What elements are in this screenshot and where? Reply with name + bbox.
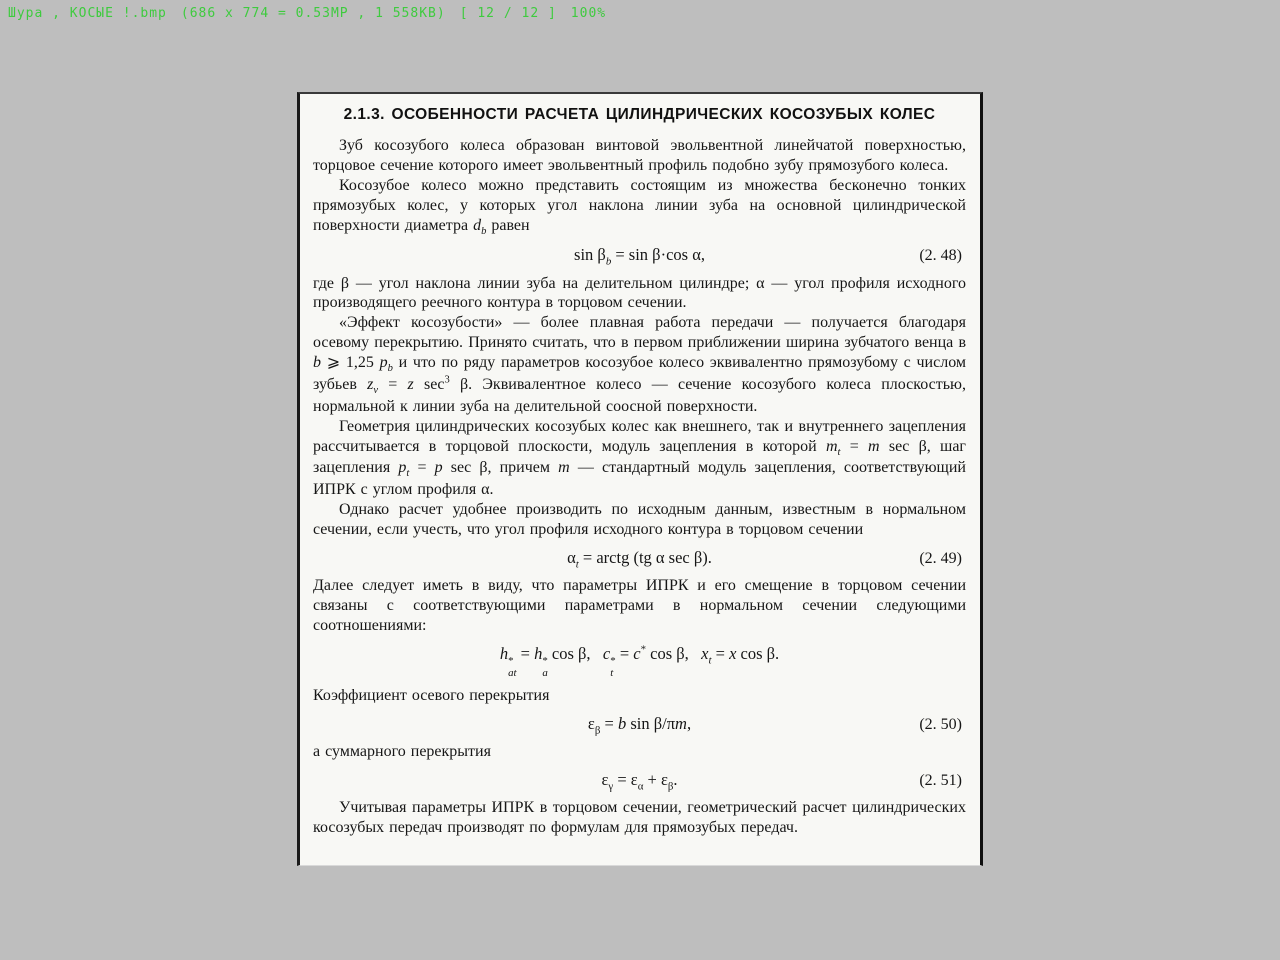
paragraph: где β — угол наклона линии зуба на делительном цилиндре; α — угол профиля исходного производящего реечного контура в торцовом сечении. [313, 274, 966, 312]
equation: $\alpha_t$ = arctg (tg α sec β). [567, 547, 712, 571]
equation-number: (2. 48) [919, 247, 962, 265]
viewer-zoom-level: 100% [570, 6, 607, 21]
equation: $\sin \beta_b = \sin \beta\cdot\cos$ α, [574, 245, 705, 268]
equation-row [313, 768, 966, 792]
paragraph: Геометрия цилиндрических косозубых колес как внешнего, так и внутреннего зацепления рассчитывается в торцовой плоскости, модуль зацепления в которой $m_t = m$ sec β, шаг зацепления $p_t = p$ sec β, причем m — стандартный модуль зацепления, соответствующий ИПРК с углом профиля α. [313, 417, 966, 498]
equation: h * at = h * a cos β, c * t = c* cos β, $x_t = x$ cos β. [499, 643, 780, 680]
paragraph: а суммарного перекрытия [313, 743, 491, 761]
paragraph: Коэффициент осевого перекрытия [313, 687, 550, 704]
equation-row [313, 642, 966, 680]
section-heading: 2.1.3. ОСОБЕННОСТИ РАСЧЕТА ЦИЛИНДРИЧЕСКИХ КОСОЗУБЫХ КОЛЕС [343, 106, 936, 123]
equation-row [313, 712, 966, 736]
paragraph: «Эффект косозубости» — более плавная работа передачи — получается благодаря осевому перекрытию. Принято считать, что в первом приближении ширина зубчатого венца в b ⩾ 1,25 $p_b$ и что по ряду параметров косозубое колесо эквивалентно прямозубому с числом зубьев $z_v = z$ $\sec^3 \beta$. Эквивалентное колесо — сечение косозубого колеса плоскостью, нормальной к линии зуба на делительной соосной поверхности. [313, 314, 967, 415]
viewer-status-bar [8, 6, 620, 21]
equation-number: (2. 51) [919, 772, 962, 789]
equation-row [313, 546, 966, 570]
document-body [313, 136, 966, 838]
paragraph: Учитывая параметры ИПРК в торцовом сечении, геометрический расчет цилиндрических косозубых передач производят по формулам для прямозубых передач. [313, 799, 966, 837]
viewer-image-info: (686 x 774 = 0.53MP , 1 558KB) [180, 6, 446, 21]
document-page [297, 92, 983, 866]
viewer-filename: Шура , КОСЫЕ !.bmp [8, 6, 167, 21]
paragraph: Однако расчет удобнее производить по исходным данным, известным в нормальном сечении, если учесть, что угол профиля исходного контура в торцовом сечении [313, 500, 966, 538]
equation-row [313, 243, 966, 267]
equation: $\varepsilon_\gamma = \varepsilon_\alpha + \varepsilon_\beta$. [601, 770, 678, 793]
equation: $\varepsilon_\beta = b$ sin β/πm, [587, 713, 692, 737]
paragraph: Косозубое колесо можно представить состоящим из множества бесконечно тонких прямозубых колес, у которых угол наклона линии зуба на основной цилиндрической поверхности диаметра $d_b$ равен [313, 176, 966, 237]
paragraph: Зуб косозубого колеса образован винтовой эвольвентной линейчатой поверхностью, торцовое сечение которого имеет эвольвентный профиль подобно зубу прямозубого колеса. [313, 137, 966, 174]
paragraph: Далее следует иметь в виду, что параметры ИПРК и его смещение в торцовом сечении связаны с соответствующими параметрами в нормальном сечении следующими соотношениями: [313, 576, 966, 634]
viewer-index: [ 12 / 12 ] [459, 6, 557, 21]
equation-number: (2. 49) [919, 549, 962, 567]
equation-number: (2. 50) [919, 715, 962, 733]
